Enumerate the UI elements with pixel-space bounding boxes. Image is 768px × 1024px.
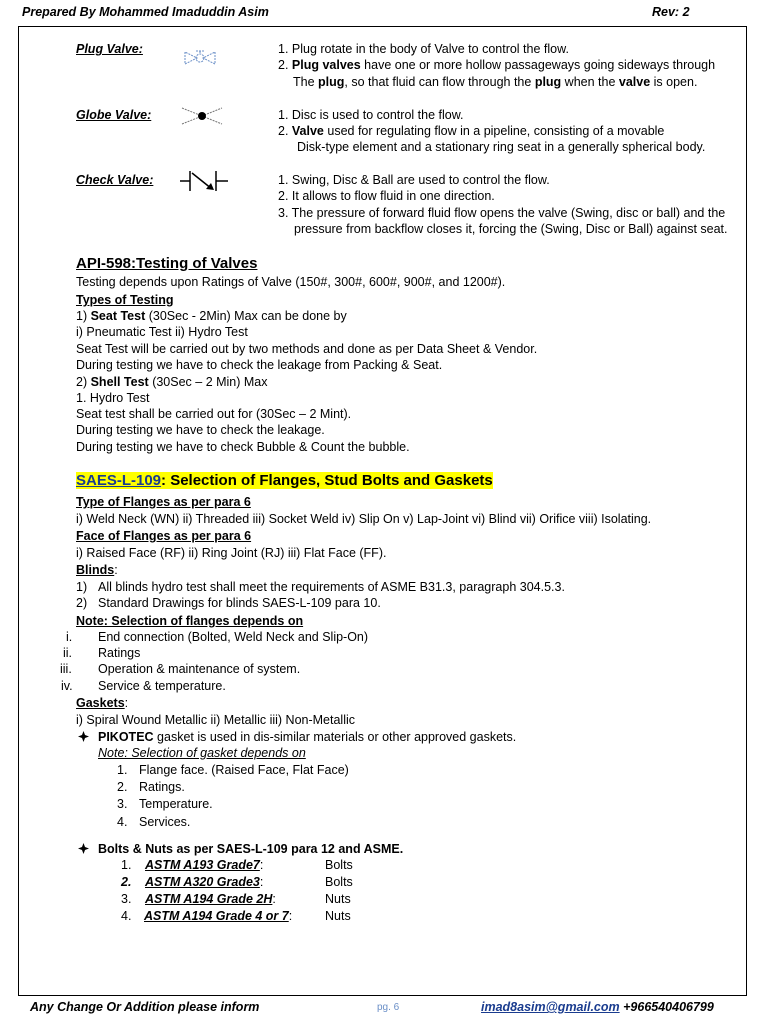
gaskets-list: i) Spiral Wound Metallic ii) Metallic iii) Non-Metallic xyxy=(76,713,356,727)
check-line-2: 2. It allows to flow fluid in one direction. xyxy=(278,189,495,203)
plug-valve-label: Plug Valve: xyxy=(76,42,143,56)
gasket-selection-note: Note: Selection of gasket depends on xyxy=(98,746,306,760)
phone-number: +966540406799 xyxy=(619,1000,714,1014)
api-intro: Testing depends upon Ratings of Valve (150#, 300#, 600#, 900#, and 1200#). xyxy=(76,275,506,289)
seat-test-check: During testing we have to check the leakage from Packing & Seat. xyxy=(76,358,443,372)
plug-line-2: 2. Plug valves have one or more hollow passageways going sideways through xyxy=(278,58,716,72)
bolt-item-spec: ASTM A194 Grade 4 or 7: xyxy=(144,909,293,923)
bolt-item-type: Bolts xyxy=(325,875,353,889)
type-of-flanges-list: i) Weld Neck (WN) ii) Threaded iii) Socket Weld iv) Slip On v) Lap-Joint vi) Blind vii) Orifice viii) Isolating. xyxy=(76,512,652,526)
gasket-item-number: 4. xyxy=(117,815,128,829)
shell-test-line: 2) Shell Test (30Sec – 2 Min) Max xyxy=(76,375,268,389)
flange-selection-item: iii. xyxy=(60,662,72,676)
flange-selection-item: i. xyxy=(66,630,73,644)
bolts-nuts-title: Bolts & Nuts as per SAES-L-109 para 12 and ASME. xyxy=(98,842,404,856)
bolt-item-type: Nuts xyxy=(325,909,351,923)
gasket-item-text: Flange face. (Raised Face, Flat Face) xyxy=(139,763,349,777)
plug-line-3: The plug, so that fluid can flow through the plug when the valve is open. xyxy=(293,75,698,89)
bolt-item-type: Bolts xyxy=(325,858,353,872)
flange-selection-note-title: Note: Selection of flanges depends on xyxy=(76,614,304,628)
plug-line-1: 1. Plug rotate in the body of Valve to control the flow. xyxy=(278,42,569,56)
globe-line-3: Disk-type element and a stationary ring seat in a generally spherical body. xyxy=(297,140,706,154)
saes-section-title: SAES-L-109: Selection of Flanges, Stud Bolts and Gaskets xyxy=(76,472,493,489)
pikotec-line: PIKOTEC gasket is used in dis-similar materials or other approved gaskets. xyxy=(98,730,517,744)
check-valve-label: Check Valve: xyxy=(76,173,154,187)
header-author: Prepared By Mohammed Imaduddin Asim xyxy=(22,5,269,19)
bolt-item-number: 4. xyxy=(121,909,132,923)
check-line-3: 3. The pressure of forward fluid flow opens the valve (Swing, disc or ball) and the xyxy=(278,206,726,220)
face-of-flanges-title: Face of Flanges as per para 6 xyxy=(76,529,252,543)
page-number: pg. 6 xyxy=(377,1002,400,1013)
types-of-testing-title: Types of Testing xyxy=(76,293,174,307)
check-bubble-line: During testing we have to check Bubble & Count the bubble. xyxy=(76,440,410,454)
flange-selection-item-text: Ratings xyxy=(98,646,141,660)
bolt-item-number: 3. xyxy=(121,892,132,906)
flange-selection-item-text: Service & temperature. xyxy=(98,679,226,693)
bolt-item-spec: ASTM A193 Grade7: xyxy=(145,858,264,872)
footer-contact xyxy=(481,1000,714,1014)
flange-selection-item-text: End connection (Bolted, Weld Neck and Slip-On) xyxy=(98,630,369,644)
seat-test-line: 1) Seat Test (30Sec - 2Min) Max can be done by xyxy=(76,309,347,323)
footer-note: Any Change Or Addition please inform xyxy=(30,1000,260,1014)
blinds-item: 1) All blinds hydro test shall meet the requirements of ASME B31.3, paragraph 304.5.3. xyxy=(76,580,565,594)
seat-shall-line: Seat test shall be carried out for (30Sec – 2 Mint). xyxy=(76,407,352,421)
gasket-item-number: 3. xyxy=(117,797,128,811)
gasket-item-text: Services. xyxy=(139,815,191,829)
email-link[interactable]: imad8asim@gmail.com xyxy=(481,1000,620,1014)
check-line-4: pressure from backflow closes it, forcing the (Swing, Disc or Ball) against seat. xyxy=(294,222,728,236)
check-line-1: 1. Swing, Disc & Ball are used to control the flow. xyxy=(278,173,550,187)
bolt-item-spec: ASTM A194 Grade 2H: xyxy=(145,892,276,906)
globe-valve-label: Globe Valve: xyxy=(76,108,152,122)
seat-test-methods: Seat Test will be carried out by two methods and done as per Data Sheet & Vendor. xyxy=(76,342,538,356)
gasket-item-text: Ratings. xyxy=(139,780,185,794)
check-leakage-line: During testing we have to check the leakage. xyxy=(76,423,325,437)
gaskets-title: Gaskets: xyxy=(76,696,129,710)
shell-test-hydro: 1. Hydro Test xyxy=(76,391,150,405)
gasket-item-text: Temperature. xyxy=(139,797,213,811)
header-revision: Rev: 2 xyxy=(652,5,690,19)
check-valve-icon xyxy=(178,167,230,195)
seat-test-types: i) Pneumatic Test ii) Hydro Test xyxy=(76,325,248,339)
blinds-title: Blinds: xyxy=(76,563,118,577)
gasket-item-number: 2. xyxy=(117,780,128,794)
flange-selection-item: iv. xyxy=(61,679,73,693)
bolt-item-number: 2. xyxy=(121,875,132,889)
bolt-item-type: Nuts xyxy=(325,892,351,906)
diamond-bullet-icon xyxy=(78,731,89,742)
plug-valve-icon xyxy=(183,48,217,66)
globe-line-2: 2. Valve used for regulating flow in a pipeline, consisting of a movable xyxy=(278,124,665,138)
api-section-title: API-598:Testing of Valves xyxy=(76,255,258,272)
face-of-flanges-list: i) Raised Face (RF) ii) Ring Joint (RJ) iii) Flat Face (FF). xyxy=(76,546,387,560)
bolt-item-spec: ASTM A320 Grade3: xyxy=(145,875,264,889)
globe-valve-icon xyxy=(180,106,224,126)
globe-line-1: 1. Disc is used to control the flow. xyxy=(278,108,464,122)
gasket-item-number: 1. xyxy=(117,763,128,777)
flange-selection-item: ii. xyxy=(63,646,73,660)
diamond-bullet-icon xyxy=(78,843,89,854)
type-of-flanges-title: Type of Flanges as per para 6 xyxy=(76,495,251,509)
flange-selection-item-text: Operation & maintenance of system. xyxy=(98,662,301,676)
blinds-item: 2) Standard Drawings for blinds SAES-L-109 para 10. xyxy=(76,596,381,610)
bolt-item-number: 1. xyxy=(121,858,132,872)
